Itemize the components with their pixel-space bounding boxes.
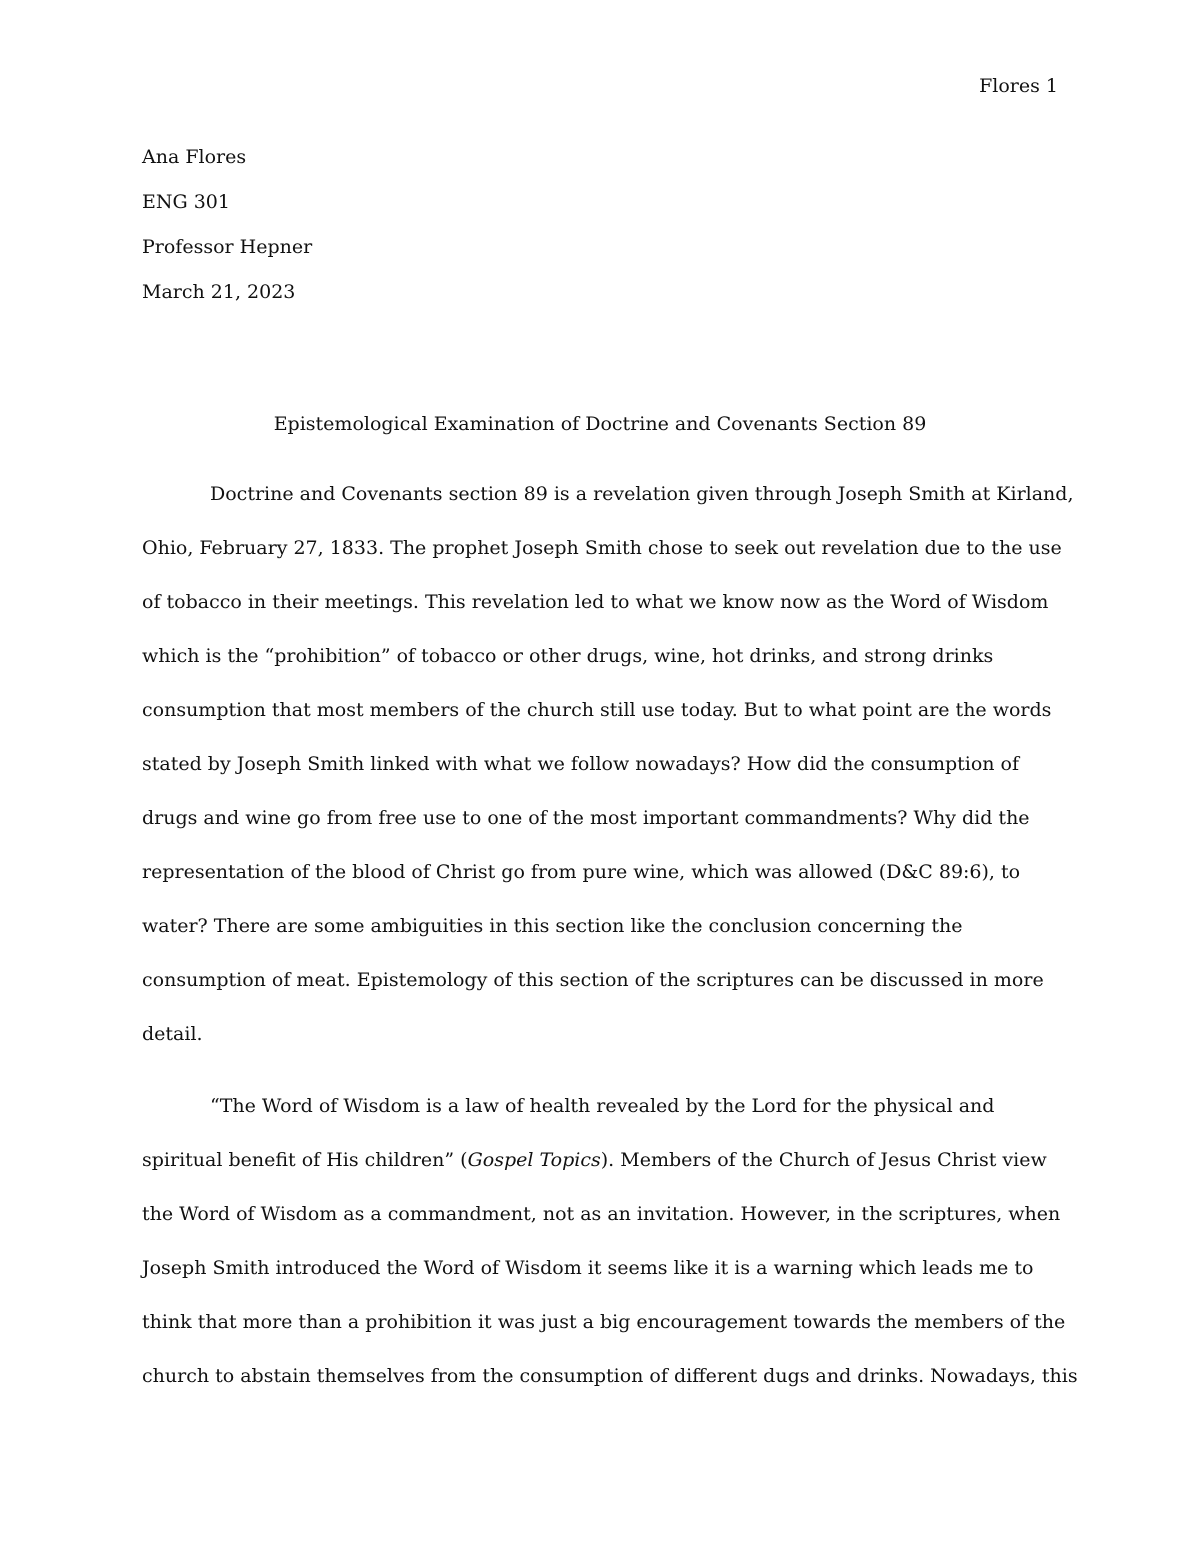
essay-title: Epistemological Examination of Doctrine and Covenants Section 89 [273,413,927,435]
line-text: spiritual benefit of His children” ( [142,1149,468,1171]
paragraph-2 [142,1092,1078,1416]
citation-source: Gospel Topics [467,1149,601,1171]
line-text: ). Members of the Church of Jesus Christ view [600,1149,1047,1171]
essay-date: March 21, 2023 [142,281,296,303]
paragraph-line: Doctrine and Covenants section 89 is a revelation given through Joseph Smith at Kirland, [210,483,1074,505]
paragraph-line: stated by Joseph Smith linked with what we follow nowadays? How did the consumption of [142,753,1020,775]
paragraph-line [142,1146,1062,1200]
running-head: Flores 1 [979,75,1058,97]
paragraph-line: Joseph Smith introduced the Word of Wisdom it seems like it is a warning which leads me to [142,1257,1034,1279]
paragraph-1 [142,480,1074,1074]
paragraph-line: which is the “prohibition” of tobacco or other drugs, wine, hot drinks, and strong drinks [142,645,994,667]
paragraph-line: drugs and wine go from free use to one of the most important commandments? Why did the [142,807,1030,829]
paragraph-line: think that more than a prohibition it was just a big encouragement towards the members of the [142,1311,1066,1333]
paragraph-line: water? There are some ambiguities in this section like the conclusion concerning the [142,915,963,937]
paragraph-line: consumption that most members of the church still use today. But to what point are the words [142,699,1052,721]
paragraph-line: the Word of Wisdom as a commandment, not as an invitation. However, in the scriptures, when [142,1203,1061,1225]
paragraph-line: representation of the blood of Christ go from pure wine, which was allowed (D&C 89:6), to [142,861,1021,883]
paragraph-line: of tobacco in their meetings. This revelation led to what we know now as the Word of Wisdom [142,591,1049,613]
student-name: Ana Flores [142,146,247,168]
paragraph-line: detail. [142,1023,203,1045]
mla-heading [142,143,312,323]
course-name: ENG 301 [142,191,230,213]
paragraph-line: church to abstain themselves from the consumption of different dugs and drinks. Nowadays, this [142,1365,1078,1387]
paragraph-line: Ohio, February 27, 1833. The prophet Joseph Smith chose to seek out revelation due to the use [142,537,1062,559]
instructor-name: Professor Hepner [142,236,313,258]
paragraph-line: consumption of meat. Epistemology of this section of the scriptures can be discussed in more [142,969,1044,991]
paragraph-line: “The Word of Wisdom is a law of health revealed by the Lord for the physical and [210,1095,995,1117]
